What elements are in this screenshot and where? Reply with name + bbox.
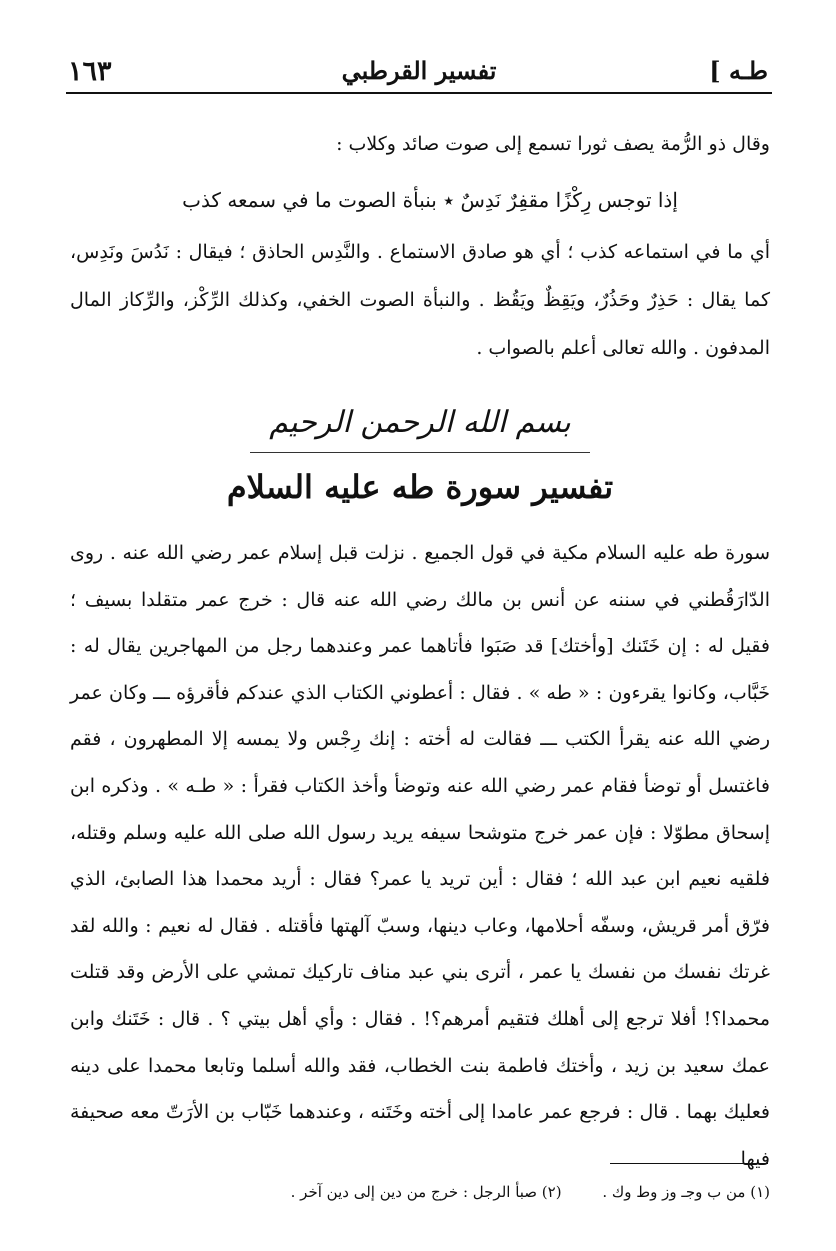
page-number: ١٦٣ xyxy=(68,56,112,87)
footnote-divider xyxy=(610,1163,768,1164)
verse-commentary: أي ما في استماعه كذب ؛ أي هو صادق الاستماع . والنَّدِس الحاذق ؛ فيقال : نَدُسَ ونَدِس، كما يقال : حَذِرٌ وحَذُرٌ، ويَقِظٌ ويَقُظ . والنبأة الصوت الخفي، وكذلك الرِّكْز، والرِّكاز المال المدفون . والله تعالى أعلم بالصواب . xyxy=(70,241,770,359)
basmala: بسم الله الرحمن الرحيم xyxy=(269,405,571,440)
footnote-2: (٢) صبأ الرجل : خرج من دين إلى دين آخر . xyxy=(290,1183,562,1201)
main-body-text: سورة طه عليه السلام مكية في قول الجميع . نزلت قبل إسلام عمر رضي الله عنه . روى الدّارَقُطني في سننه عن أنس بن مالك رضي الله عنه قال : خرج عمر متقلدا بسيف ؛ فقيل له : إن خَتَنك [وأختك] قد صَبَوا فأتاهما عمر وعندهما رجل من المهاجرين يقال له : خَبَّاب، وكانوا يقرءون : « طه » . فقال : أعطوني الكتاب الذي عندكم فأقرؤه ـــ وكان عمر رضي الله عنه يقرأ الكتب ـــ فقالت له أخته : إنك رِجْس ولا يمسه إلا المطهرون ، فقم فاغتسل أو توضأ فقام عمر رضي الله عنه وتوضأ وأخذ الكتاب فقرأ : « طـه » . وذكره ابن إسحاق مطوّلا : فإن عمر خرج متوشحا سيفه يريد رسول الله صلى الله عليه وسلم وقتله، فلقيه نعيم ابن عبد الله ؛ فقال : أين تريد يا عمر؟ فقال : أريد محمدا هذا الصابئ، الذي فرّق أمر قريش، وسفّه أحلامها، وعاب دينها، وسبّ آلهتها فأقتله . فقال له نعيم : والله لقد غرتك نفسك من نفسك يا عمر ، أترى بني عبد مناف تاركيك تمشي على الأرض وقد قتلت محمدا؟! أفلا ترجع إلى أهلك فتقيم أمرهم؟! . فقال : وأي أهل بيتي ؟ . قال : خَتَنك وابن عمك سعيد بن زيد ، وأختك فاطمة بنت الخطاب، فقد والله أسلما وتابعا محمدا على دينه فعليك بهما . قال : فرجع عمر عامدا إلى أخته وخَتَنه ، وعندهما خَبّاب بن الأرَتّ معه صحيفة فيها xyxy=(70,542,770,1170)
intro-line: وقال ذو الرُّمة يصف ثورا تسمع إلى صوت صائد وكلاب : xyxy=(336,133,770,155)
running-title: تفسير القرطبي xyxy=(341,56,497,85)
header-divider xyxy=(66,92,772,94)
footnote-1: (١) من ب وجـ وز وط وك . xyxy=(602,1183,770,1201)
basmala-flourish xyxy=(250,452,590,453)
surah-heading: تفسير سورة طه عليه السلام xyxy=(226,468,614,506)
surah-label: طـه ] xyxy=(709,56,768,85)
footnotes xyxy=(70,1178,770,1206)
page-header xyxy=(66,50,772,90)
poetry-verse: إذا توجس رِكْزًا مقفِرٌ نَدِسٌ ٭ بنبأة الصوت ما في سمعه كذب xyxy=(182,188,678,212)
